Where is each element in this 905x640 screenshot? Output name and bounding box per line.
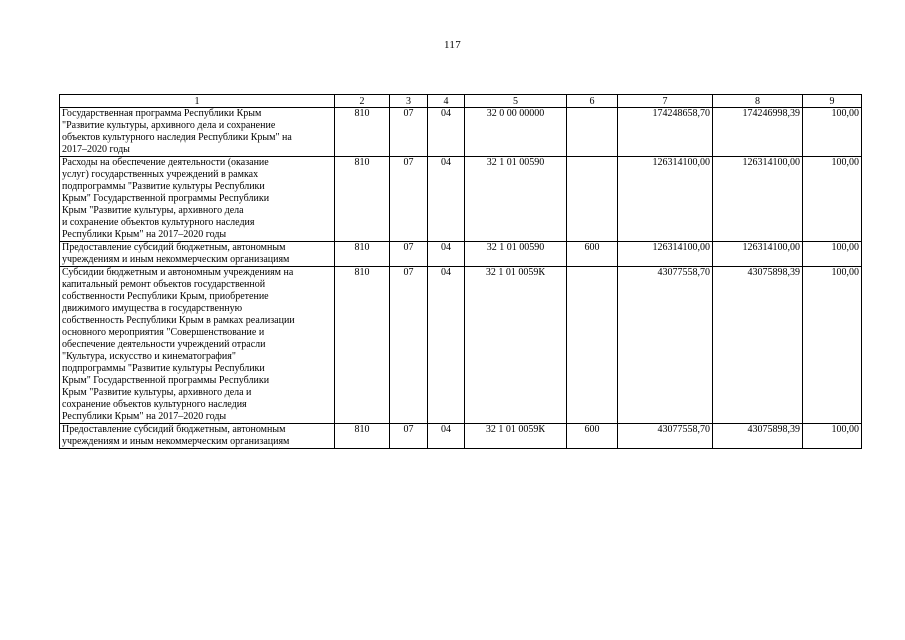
expense-type-code: 600 [567,242,618,267]
section-code: 07 [390,424,428,449]
row-name: Предоставление субсидий бюджетным, автономным учреждениям и иным некоммерческим организациям [60,242,335,267]
planned-amount: 43077558,70 [618,424,713,449]
execution-percent: 100,00 [803,267,862,424]
row-name: Государственная программа Республики Крым "Развитие культуры, архивного дела и сохранение объектов культурного наследия Республики Крым" на 2017–2020 годы [60,108,335,157]
planned-amount: 126314100,00 [618,157,713,242]
section-code: 07 [390,242,428,267]
target-article-code: 32 1 01 0059К [465,424,567,449]
col-header-6: 6 [567,95,618,108]
budget-table [59,94,862,449]
executed-amount: 126314100,00 [713,242,803,267]
ministry-code: 810 [335,157,390,242]
ministry-code: 810 [335,424,390,449]
executed-amount: 43075898,39 [713,267,803,424]
col-header-4: 4 [428,95,465,108]
table-row [60,157,862,242]
table-row [60,108,862,157]
subsection-code: 04 [428,108,465,157]
ministry-code: 810 [335,242,390,267]
ministry-code: 810 [335,108,390,157]
section-code: 07 [390,108,428,157]
executed-amount: 174246998,39 [713,108,803,157]
row-name: Субсидии бюджетным и автономным учреждениям на капитальный ремонт объектов государственной собственности Республики Крым, приобретение движимого имущества в государственную собственность Республики Крым в рамках реализации основного мероприятия "Совершенствование и обеспечение деятельности учреждений отрасли "Культура, искусство и кинематография" подпрограммы "Развитие культуры Республики Крым" Государственной программы Республики Крым "Развитие культуры, архивного дела и сохранение объектов культурного наследия Республики Крым" на 2017–2020 годы [60,267,335,424]
subsection-code: 04 [428,267,465,424]
subsection-code: 04 [428,424,465,449]
target-article-code: 32 1 01 00590 [465,242,567,267]
planned-amount: 43077558,70 [618,267,713,424]
ministry-code: 810 [335,267,390,424]
executed-amount: 43075898,39 [713,424,803,449]
col-header-2: 2 [335,95,390,108]
expense-type-code: 600 [567,424,618,449]
col-header-9: 9 [803,95,862,108]
section-code: 07 [390,157,428,242]
table-row [60,424,862,449]
target-article-code: 32 1 01 00590 [465,157,567,242]
execution-percent: 100,00 [803,242,862,267]
execution-percent: 100,00 [803,424,862,449]
planned-amount: 126314100,00 [618,242,713,267]
col-header-5: 5 [465,95,567,108]
expense-type-code [567,108,618,157]
subsection-code: 04 [428,157,465,242]
table-row [60,267,862,424]
col-header-8: 8 [713,95,803,108]
executed-amount: 126314100,00 [713,157,803,242]
col-header-1: 1 [60,95,335,108]
expense-type-code [567,267,618,424]
page-number: 117 [444,39,461,51]
planned-amount: 174248658,70 [618,108,713,157]
section-code: 07 [390,267,428,424]
col-header-3: 3 [390,95,428,108]
row-name: Расходы на обеспечение деятельности (оказание услуг) государственных учреждений в рамках подпрограммы "Развитие культуры Республики Крым" Государственной программы Республики Крым "Развитие культуры, архивного дела и сохранение объектов культурного наследия Республики Крым" на 2017–2020 годы [60,157,335,242]
header-row [60,95,862,108]
target-article-code: 32 1 01 0059К [465,267,567,424]
execution-percent: 100,00 [803,157,862,242]
expense-type-code [567,157,618,242]
target-article-code: 32 0 00 00000 [465,108,567,157]
subsection-code: 04 [428,242,465,267]
row-name: Предоставление субсидий бюджетным, автономным учреждениям и иным некоммерческим организациям [60,424,335,449]
col-header-7: 7 [618,95,713,108]
execution-percent: 100,00 [803,108,862,157]
table-row [60,242,862,267]
